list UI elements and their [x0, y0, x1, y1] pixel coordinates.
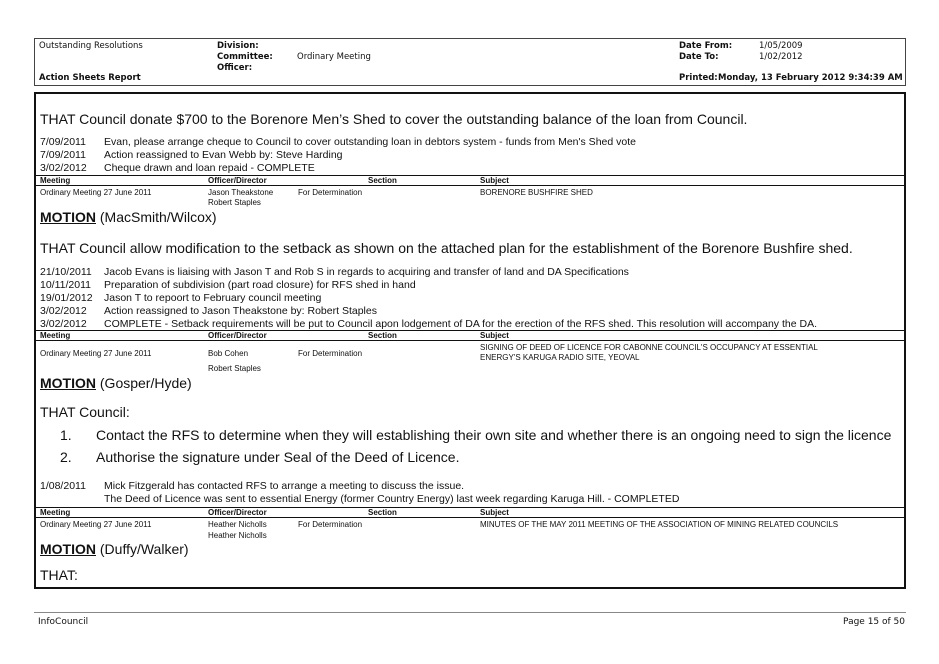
col-meeting: Meeting — [40, 176, 71, 185]
action-text: Mick Fitzgerald has contacted RFS to arrange a meeting to discuss the issue. — [104, 480, 465, 492]
action-date: 19/01/2012 — [40, 292, 93, 304]
action-date: 3/02/2012 — [40, 162, 87, 174]
action-text: COMPLETE - Setback requirements will be put to Council apon lodgement of DA for the erection of the RFS shed. This resolution will accompany the DA. — [104, 318, 817, 330]
motion-label: MOTION — [40, 209, 96, 225]
report-name: Outstanding Resolutions — [39, 41, 143, 51]
section-value: For Determination — [298, 520, 363, 529]
printed-value: Monday, 13 February 2012 9:34:39 AM — [718, 73, 903, 83]
action-date: 7/09/2011 — [40, 136, 86, 148]
action-text: Cheque drawn and loan repaid - COMPLETE — [104, 162, 315, 174]
section-value: For Determination — [298, 349, 363, 358]
motion-movers: (Duffy/Walker) — [99, 541, 189, 557]
subject-value: SIGNING OF DEED OF LICENCE FOR CABONNE COUNCIL'S OCCUPANCY AT ESSENTIAL — [480, 343, 818, 352]
meeting-value: Ordinary Meeting 27 June 2011 — [40, 349, 152, 358]
resolution-intro: THAT Council: — [40, 404, 130, 420]
motion-label: MOTION — [40, 541, 96, 557]
action-date: 7/09/2011 — [40, 149, 86, 161]
column-header-row — [36, 507, 904, 518]
action-text: Jacob Evans is liaising with Jason T and Rob S in regards to acquiring and transfer of land and DA Specifications — [104, 266, 629, 278]
report-header — [34, 38, 906, 86]
committee-label: Committee: — [217, 52, 273, 62]
motion-heading — [40, 375, 192, 392]
action-date: 21/10/2011 — [40, 266, 92, 278]
col-section: Section — [368, 508, 397, 517]
action-text: Action reassigned to Jason Theakstone by: Robert Staples — [104, 305, 377, 317]
director-value: Robert Staples — [208, 364, 261, 373]
printed-label: Printed: — [679, 73, 718, 83]
resolution-text: THAT Council donate $700 to the Borenore Men’s Shed to cover the outstanding balance of the loan from Council. — [40, 111, 748, 127]
motion-heading — [40, 209, 217, 226]
col-meeting: Meeting — [40, 331, 71, 340]
section-value: For Determination — [298, 188, 363, 197]
col-officer: Officer/Director — [208, 331, 267, 340]
motion-label: MOTION — [40, 375, 96, 391]
page-number: Page 15 of 50 — [843, 617, 905, 627]
date-to-value: 1/02/2012 — [759, 52, 803, 62]
col-section: Section — [368, 176, 397, 185]
director-value: Heather Nicholls — [208, 531, 267, 540]
officer-value: Heather Nicholls — [208, 520, 267, 529]
motion-heading — [40, 541, 189, 558]
action-text: The Deed of Licence was sent to essential Energy (former Country Energy) last week regarding Karuga Hill. - COMPLETED — [104, 493, 680, 505]
meeting-value: Ordinary Meeting 27 June 2011 — [40, 188, 152, 197]
officer-value: Jason Theakstone — [208, 188, 274, 197]
action-text: Preparation of subdivision (part road closure) for RFS shed in hand — [104, 279, 416, 291]
motion-movers: (MacSmith/Wilcox) — [99, 209, 217, 225]
action-date: 3/02/2012 — [40, 305, 87, 317]
action-text: Evan, please arrange cheque to Council to cover outstanding loan in debtors system - funds from Men's Shed vote — [104, 136, 636, 148]
action-date: 3/02/2012 — [40, 318, 87, 330]
action-date: 10/11/2011 — [40, 279, 91, 291]
list-item: Authorise the signature under Seal of the Deed of Licence. — [96, 449, 460, 465]
division-label: Division: — [217, 41, 259, 51]
col-section: Section — [368, 331, 397, 340]
subject-value: ENERGY'S KARUGA RADIO SITE, YEOVAL — [480, 353, 640, 362]
report-type: Action Sheets Report — [39, 73, 141, 83]
col-subject: Subject — [480, 331, 509, 340]
col-subject: Subject — [480, 508, 509, 517]
resolution-text: THAT Council allow modification to the setback as shown on the attached plan for the establishment of the Borenore Bushfire shed. — [40, 240, 853, 256]
column-header-row — [36, 175, 904, 186]
meeting-value: Ordinary Meeting 27 June 2011 — [40, 520, 152, 529]
motion-movers: (Gosper/Hyde) — [99, 375, 192, 391]
col-meeting: Meeting — [40, 508, 71, 517]
date-to-label: Date To: — [679, 52, 719, 62]
resolution-intro: THAT: — [40, 567, 78, 583]
col-officer: Officer/Director — [208, 176, 267, 185]
footer-brand: InfoCouncil — [38, 617, 89, 627]
date-from-label: Date From: — [679, 41, 733, 51]
list-item: Contact the RFS to determine when they will establishing their own site and whether there is an ongoing need to sign the licence — [96, 427, 892, 443]
officer-label: Officer: — [217, 63, 253, 73]
footer-divider — [34, 612, 906, 613]
director-value: Robert Staples — [208, 198, 261, 207]
list-number: 1. — [60, 427, 72, 443]
action-text: Action reassigned to Evan Webb by: Steve Harding — [104, 149, 343, 161]
committee-value: Ordinary Meeting — [297, 52, 371, 62]
col-subject: Subject — [480, 176, 509, 185]
col-officer: Officer/Director — [208, 508, 267, 517]
date-from-value: 1/05/2009 — [759, 41, 803, 51]
subject-value: MINUTES OF THE MAY 2011 MEETING OF THE ASSOCIATION OF MINING RELATED COUNCILS — [480, 520, 839, 529]
action-sheet-body — [34, 92, 906, 589]
action-text: Jason T to repoort to February council meeting — [104, 292, 322, 304]
action-date: 1/08/2011 — [40, 480, 86, 492]
column-header-row — [36, 330, 904, 341]
officer-value: Bob Cohen — [208, 349, 249, 358]
subject-value: BORENORE BUSHFIRE SHED — [480, 188, 593, 197]
list-number: 2. — [60, 449, 72, 465]
